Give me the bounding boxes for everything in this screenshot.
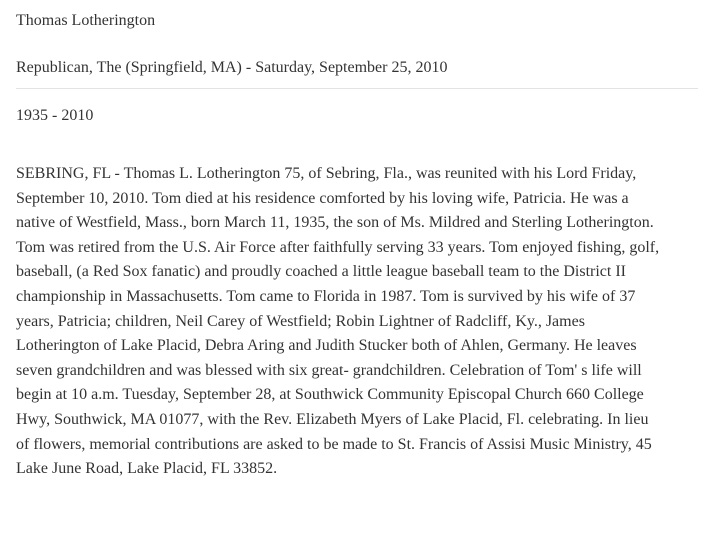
life-years: 1935 - 2010	[16, 107, 94, 124]
obituary-line: baseball, (a Red Sox fanatic) and proudly coached a little league baseball team to the District II	[16, 263, 626, 281]
obituary-line: of flowers, memorial contributions are asked to be made to St. Francis of Assisi Music Ministry, 45	[16, 435, 652, 453]
deceased-name: Thomas Lotherington	[16, 12, 156, 29]
obituary-line: championship in Massachusetts. Tom came to Florida in 1987. Tom is survived by his wife of 37	[16, 287, 636, 305]
obituary-line: Hwy, Southwick, MA 01077, with the Rev. Elizabeth Myers of Lake Placid, Fl. celebrating. In lieu	[16, 410, 649, 428]
obituary-line: September 10, 2010. Tom died at his residence comforted by his loving wife, Patricia. He was a	[16, 189, 629, 207]
obituary-line: native of Westfield, Mass., born March 11, 1935, the son of Ms. Mildred and Sterling Lotherington.	[16, 214, 654, 232]
obituary-line: Lake June Road, Lake Placid, FL 33852.	[16, 460, 278, 478]
obituary-line: SEBRING, FL - Thomas L. Lotherington 75, of Sebring, Fla., was reunited with his Lord Friday,	[16, 165, 637, 182]
publication-source: Republican, The (Springfield, MA) - Saturday, September 25, 2010	[16, 59, 448, 76]
divider	[16, 88, 698, 89]
obituary-line: Lotherington of Lake Placid, Debra Aring and Judith Stucker both of Ahlen, Germany. He leaves	[16, 337, 637, 355]
obituary-line: Tom was retired from the U.S. Air Force after faithfully serving 33 years. Tom enjoyed fishing, golf,	[16, 238, 660, 256]
obituary-text	[16, 162, 696, 482]
obituary-line: begin at 10 a.m. Tuesday, September 28, at Southwick Community Episcopal Church 660 College	[16, 386, 644, 404]
obituary-line: years, Patricia; children, Neil Carey of Westfield; Robin Lightner of Radcliff, Ky., James	[16, 312, 585, 330]
obituary-line: seven grandchildren and was blessed with six great- grandchildren. Celebration of Tom' s life will	[16, 361, 642, 379]
